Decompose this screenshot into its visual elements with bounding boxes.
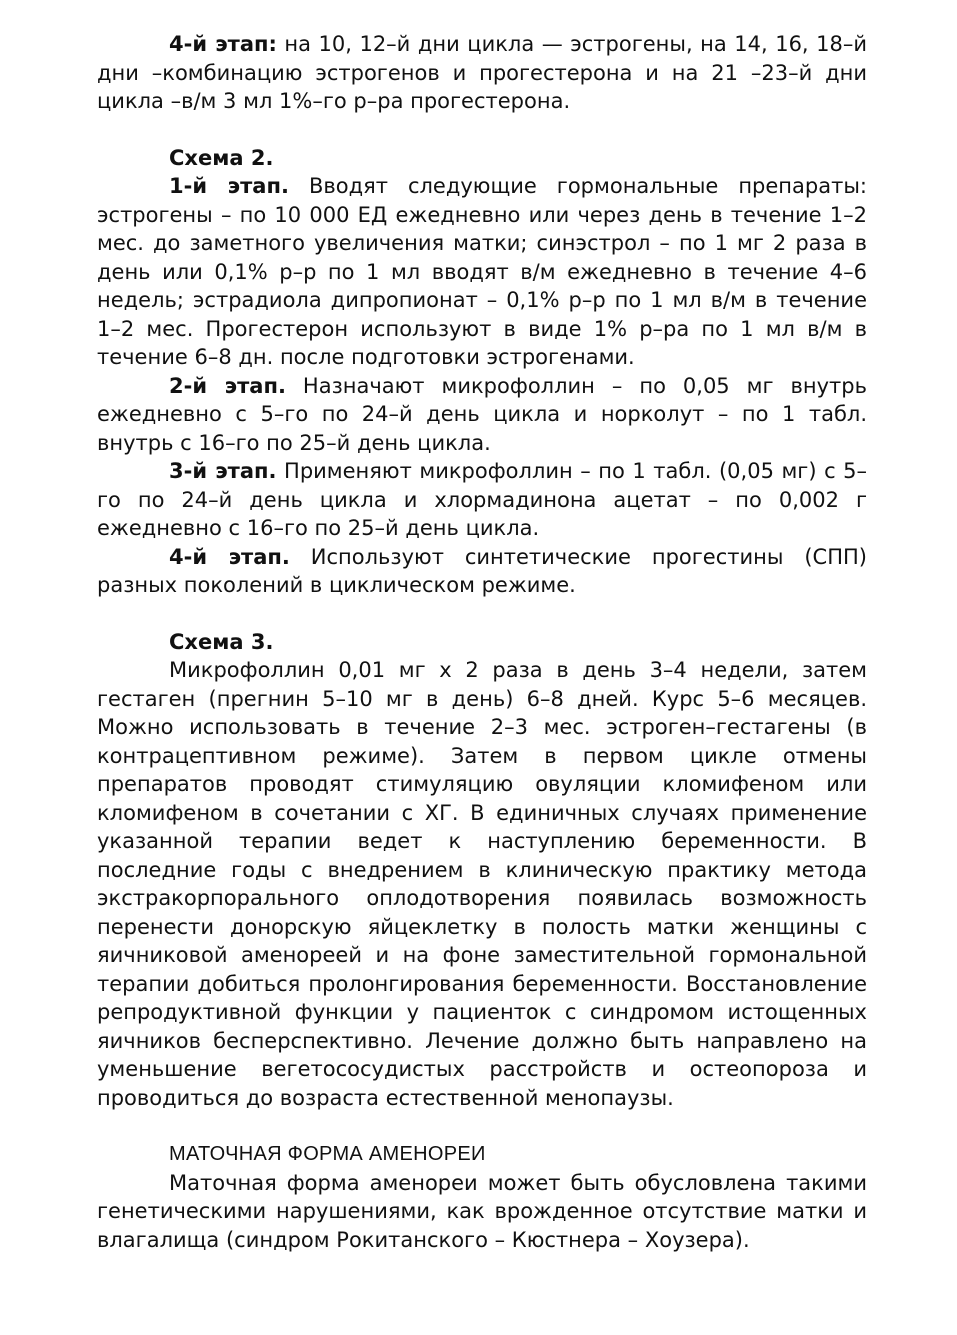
scheme-2-stage-4 bbox=[97, 543, 867, 600]
scheme-3-paragraph: Микрофоллин 0,01 мг х 2 раза в день 3–4 недели, затем гестаген (прегнин 5–10 мг в день) 6–8 дней. Курс 5–6 месяцев. Можно использовать в течение 2–3 мес. эстроген–гестагены (в контрацептивном режиме). Затем в первом цикле отмены препаратов проводят стимуляцию овуляции кломифеном или кломифеном в сочетании с ХГ. В единичных случаях применение указанной терапии ведет к наступлению беременности. В последние годы с внедрением в клиническую практику метода экстракорпорального оплодотворения появилась возможность перенести донорскую яйцеклетку в полость матки женщины с яичниковой аменореей и на фоне заместительной гормональной терапии добиться пролонгирования беременности. Восстановление репродуктивной функции у пациенток с синдромом истощенных яичников бесперспективно. Лечение должно быть направлено на уменьшение вегетососудистых расстройств и остеопороза и проводиться до возраста естественной менопаузы. bbox=[97, 658, 867, 1110]
stage-label: 4-й этап: bbox=[169, 32, 277, 56]
stage-text: Назначают микрофоллин – по 0,05 мг внутрь ежедневно с 5–го по 24–й день цикла и норколут – по 1 табл. внутрь с 16–го по 25–й день цикла. bbox=[97, 373, 867, 455]
stage-text: Вводят следующие гормональные препараты: эстрогены – по 10 000 ЕД ежедневно или через день в течение 1–2 мес. до заметного увеличения матки; синэстрол – по 1 мг 2 раза в день или 0,1% р–р по 1 мл вводят в/м ежедневно в течение 4–6 недель; эстрадиола дипропионат – 0,1% р–р по 1 мл в/м в течение 1–2 мес. Прогестерон используют в виде 1% р–ра по 1 мл в/м в течение 6–8 дн. после подготовки эстрогенами. bbox=[97, 174, 867, 369]
scheme-3-title: Схема 3. bbox=[169, 629, 274, 654]
stage-label: 3-й этап. bbox=[169, 459, 277, 483]
scheme-2-title: Схема 2. bbox=[169, 145, 274, 170]
stage-text: на 10, 12–й дни цикла — эстрогены, на 14, 16, 18–й дни –комбинацию эстрогенов и прогестерона и на 21 –23–й дни цикла –в/м 3 мл 1%–го р–ра прогестерона. bbox=[97, 32, 867, 113]
stage-text: Используют синтетические прогестины (СПП) разных поколений в циклическом режиме. bbox=[97, 544, 867, 597]
stage-label: 1-й этап. bbox=[169, 174, 289, 198]
stage4-paragraph-top bbox=[97, 30, 867, 116]
uterine-amenorrhea-paragraph: Маточная форма аменореи может быть обусловлена такими генетическими нарушениями, как врожденное отсутствие матки и влагалища (синдром Рокитанского – Кюстнера – Хоузера). bbox=[97, 1170, 867, 1252]
scheme-2-stage-1 bbox=[97, 172, 867, 372]
stage-label: 4-й этап. bbox=[169, 544, 290, 569]
stage-text: Применяют микрофоллин – по 1 табл. (0,05 мг) с 5–го по 24–й день цикла и хлормадинона ацетат – по 0,002 г ежедневно с 16–го по 25–й день цикла. bbox=[97, 459, 868, 540]
document-page bbox=[97, 30, 867, 1254]
stage-label: 2-й этап. bbox=[169, 373, 286, 398]
scheme-2-stage-3 bbox=[97, 457, 867, 543]
scheme-2-stage-2 bbox=[97, 372, 867, 458]
section-heading-uterine-amenorrhea: МАТОЧНАЯ ФОРМА АМЕНОРЕИ bbox=[169, 1143, 486, 1165]
